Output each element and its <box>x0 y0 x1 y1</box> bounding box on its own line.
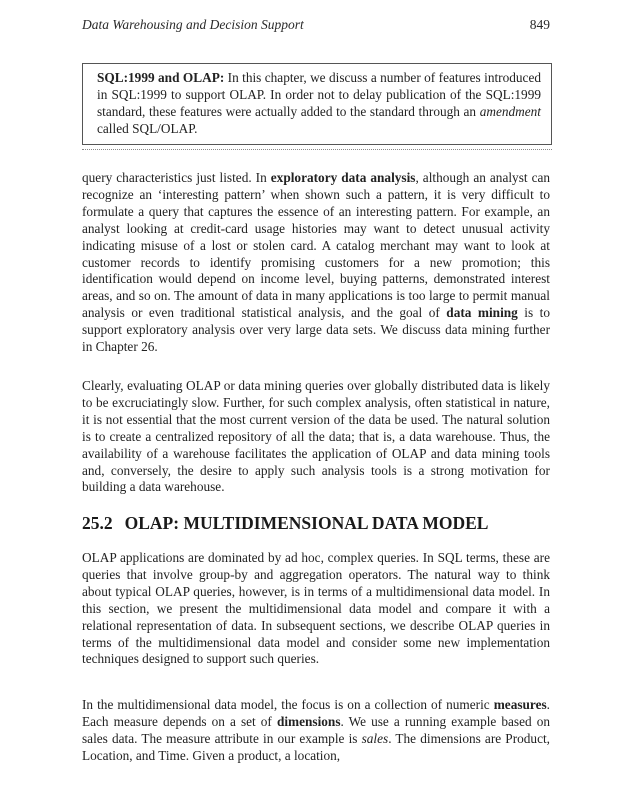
term-exploratory-data-analysis: exploratory data analysis <box>270 170 416 185</box>
p5-text-4: . The dimensions are Product, Location, and Time. Given a product, a location, <box>82 730 550 763</box>
paragraph-measures-dimensions <box>82 697 550 765</box>
p1-text-2: , although an analyst can recognize an ‘interesting pattern’ when shown such a pattern, it is very difficult to formulate a query that captures the essence of an interesting pattern. For example, an analyst looking at credit-card usage histories may want to detect unusual activity indicating misuse of a lost or stolen card. A catalog merchant may want to look at customer records to identify promising customers for a new promotion; this identification would depend on income level, buying patterns, demonstrated interest areas, and so on. The amount of data in many applications is too large to permit manual analysis or even traditional statistical analysis, and the goal of <box>82 170 551 321</box>
section-heading <box>82 513 550 534</box>
section-number: 25.2 <box>82 513 113 533</box>
p1-text-1: query characteristics just listed. In <box>82 170 271 185</box>
running-head-title: Data Warehousing and Decision Support <box>82 17 304 32</box>
paragraph-data-warehouse: Clearly, evaluating OLAP or data mining queries over globally distributed data is likely to be excruciatingly slow. Further, for such complex analysis, often statistical in nature, it is not essential that the most current version of the data be used. The natural solution is to create a centralized repository of all the data; that is, a data warehouse. Thus, the availability of a warehouse facilitates the application of OLAP and data mining tools and, conversely, the desire to apply such analysis tools is a strong motivation for building a data warehouse. <box>82 378 550 495</box>
term-data-mining: data mining <box>446 305 518 321</box>
boxout-text-1: In this chapter, we discuss a number of features introduced in SQL:1999 to support OLAP. In order not to delay publication of the SQL:1999 standard, these features were actually added to the standard through an <box>97 70 541 119</box>
p5-text-3: . We use a running example based on sales data. The measure attribute in our example is <box>82 713 551 746</box>
p1-text-3: is to support exploratory analysis over very large data sets. We discuss data mining further in Chapter 26. <box>82 305 550 355</box>
term-sales: sales <box>361 730 389 746</box>
boxout-emphasis: amendment <box>479 104 541 119</box>
term-measures: measures <box>493 697 547 712</box>
term-dimensions: dimensions <box>276 713 341 729</box>
boxout-text-2: called SQL/OLAP. <box>97 121 198 136</box>
paragraph-olap-intro: OLAP applications are dominated by ad hoc, complex queries. In SQL terms, these are queries that involve group-by and aggregation operators. The natural way to think about typical OLAP queries, however, is in terms of a multidimensional data model. In this section, we present the multidimensional data model and compare it with a relational representation of data. In subsequent sections, we describe OLAP queries in terms of the multidimensional data model and consider some new implementation techniques designed to support such queries. <box>82 550 550 667</box>
section-title: OLAP: MULTIDIMENSIONAL DATA MODEL <box>124 513 489 533</box>
running-head <box>82 17 550 33</box>
sql1999-olap-boxout <box>82 63 552 145</box>
page-number: 849 <box>529 17 550 32</box>
p5-text-1: In the multidimensional data model, the focus is on a collection of numeric <box>82 697 494 712</box>
boxout-lead: SQL:1999 and OLAP: <box>97 70 225 85</box>
paragraph-exploratory-analysis <box>82 170 550 356</box>
boxout-dotted-rule <box>82 149 552 150</box>
p5-text-2: . Each measure depends on a set of <box>82 697 550 729</box>
